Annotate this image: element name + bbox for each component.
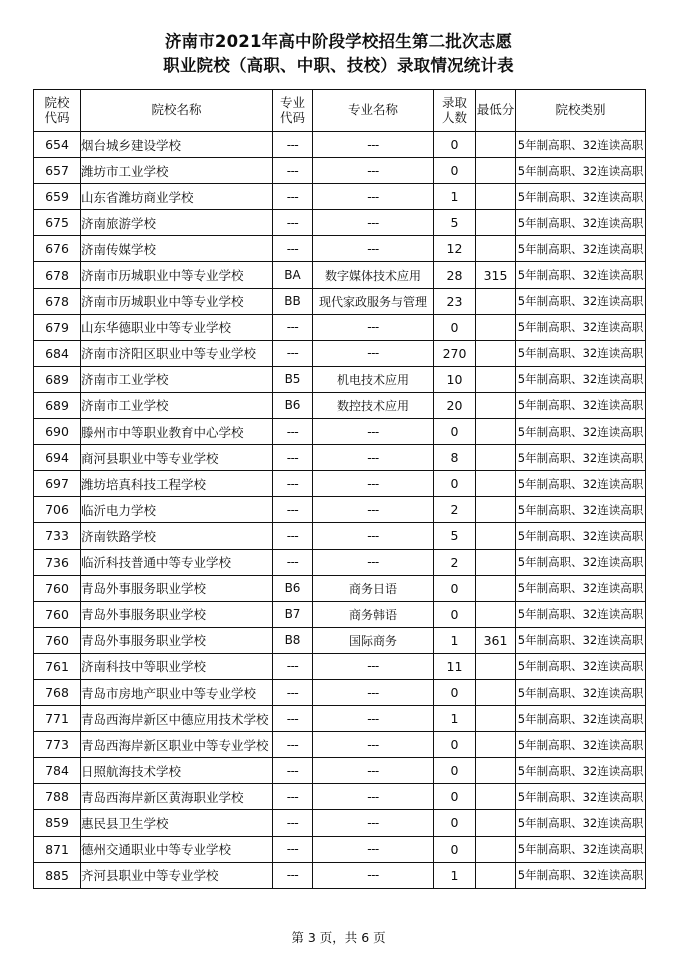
- cell-admitted-count: 0: [434, 784, 476, 810]
- cell-admitted-count: 28: [434, 262, 476, 288]
- cell-school-type: 5年制高职、32连读高职: [516, 523, 646, 549]
- empty-dash: ---: [286, 346, 299, 361]
- cell-school-type: 5年制高职、32连读高职: [516, 758, 646, 784]
- cell-major-code: [273, 549, 313, 575]
- cell-min-score: [476, 653, 516, 679]
- table-row: [34, 627, 646, 653]
- cell-major-code: [273, 706, 313, 732]
- table-header-row: [34, 90, 646, 132]
- cell-major-name: 商务日语: [313, 575, 434, 601]
- cell-school-type: 5年制高职、32连读高职: [516, 784, 646, 810]
- cell-school-code: 788: [34, 784, 81, 810]
- cell-school-type: 5年制高职、32连读高职: [516, 732, 646, 758]
- cell-min-score: 361: [476, 627, 516, 653]
- admission-statistics-table: [33, 89, 646, 889]
- cell-major-name: [313, 758, 434, 784]
- empty-dash: ---: [367, 815, 379, 830]
- empty-dash: ---: [367, 659, 379, 674]
- empty-dash: ---: [286, 424, 299, 439]
- cell-major-name: 现代家政服务与管理: [313, 288, 434, 314]
- cell-min-score: [476, 314, 516, 340]
- empty-dash: ---: [367, 789, 379, 804]
- cell-major-name: [313, 523, 434, 549]
- cell-admitted-count: 1: [434, 862, 476, 888]
- cell-min-score: [476, 288, 516, 314]
- table-row: [34, 784, 646, 810]
- empty-dash: ---: [367, 476, 379, 491]
- table-row: [34, 445, 646, 471]
- cell-school-type: 5年制高职、32连读高职: [516, 679, 646, 705]
- cell-school-code: 679: [34, 314, 81, 340]
- cell-school-type: 5年制高职、32连读高职: [516, 262, 646, 288]
- cell-min-score: [476, 184, 516, 210]
- cell-major-name: [313, 679, 434, 705]
- cell-min-score: [476, 392, 516, 418]
- cell-major-code: [273, 471, 313, 497]
- cell-school-name: 青岛西海岸新区黄海职业学校: [81, 784, 273, 810]
- cell-min-score: [476, 158, 516, 184]
- column-header-major-code-line1: 专业: [279, 95, 305, 111]
- empty-dash: ---: [286, 711, 299, 726]
- table-row: [34, 653, 646, 679]
- cell-major-name: [313, 497, 434, 523]
- column-header-major-code: [273, 90, 313, 132]
- cell-min-score: [476, 601, 516, 627]
- cell-school-type: 5年制高职、32连读高职: [516, 810, 646, 836]
- cell-major-name: [313, 340, 434, 366]
- empty-dash: ---: [286, 763, 299, 778]
- table-row: [34, 471, 646, 497]
- cell-school-type: 5年制高职、32连读高职: [516, 132, 646, 158]
- cell-school-code: 733: [34, 523, 81, 549]
- cell-min-score: [476, 471, 516, 497]
- cell-major-name: [313, 706, 434, 732]
- cell-major-code: B6: [273, 575, 313, 601]
- cell-school-name: 济南旅游学校: [81, 210, 273, 236]
- cell-school-name: 济南市历城职业中等专业学校: [81, 288, 273, 314]
- cell-school-type: 5年制高职、32连读高职: [516, 210, 646, 236]
- table-row: [34, 679, 646, 705]
- cell-major-code: [273, 497, 313, 523]
- column-header-major-name: 专业名称: [313, 90, 434, 132]
- cell-school-name: 济南铁路学校: [81, 523, 273, 549]
- cell-school-type: 5年制高职、32连读高职: [516, 236, 646, 262]
- column-header-major-code-line2: 代码: [279, 109, 305, 125]
- cell-admitted-count: 1: [434, 184, 476, 210]
- table-row: [34, 706, 646, 732]
- cell-major-code: [273, 132, 313, 158]
- cell-major-name: [313, 158, 434, 184]
- column-header-min-score: 最低分: [476, 90, 516, 132]
- cell-major-code: B6: [273, 392, 313, 418]
- cell-major-name: [313, 419, 434, 445]
- table-row: [34, 810, 646, 836]
- empty-dash: ---: [286, 189, 299, 204]
- cell-major-name: [313, 132, 434, 158]
- cell-school-type: 5年制高职、32连读高职: [516, 601, 646, 627]
- cell-school-name: 济南市济阳区职业中等专业学校: [81, 340, 273, 366]
- cell-admitted-count: 0: [434, 836, 476, 862]
- cell-school-name: 济南市工业学校: [81, 366, 273, 392]
- cell-school-type: 5年制高职、32连读高职: [516, 706, 646, 732]
- cell-school-type: 5年制高职、32连读高职: [516, 575, 646, 601]
- cell-school-name: 青岛西海岸新区中德应用技术学校: [81, 706, 273, 732]
- cell-major-code: B8: [273, 627, 313, 653]
- table-row: [34, 549, 646, 575]
- cell-major-name: [313, 471, 434, 497]
- cell-major-code: B7: [273, 601, 313, 627]
- empty-dash: ---: [367, 241, 379, 256]
- cell-admitted-count: 2: [434, 549, 476, 575]
- cell-major-name: [313, 549, 434, 575]
- cell-major-code: [273, 836, 313, 862]
- cell-min-score: [476, 836, 516, 862]
- cell-major-name: [313, 184, 434, 210]
- cell-school-code: 736: [34, 549, 81, 575]
- table-body: [34, 132, 646, 889]
- cell-school-type: 5年制高职、32连读高职: [516, 340, 646, 366]
- cell-school-code: 689: [34, 392, 81, 418]
- cell-school-code: 760: [34, 575, 81, 601]
- cell-school-name: 潍坊培真科技工程学校: [81, 471, 273, 497]
- cell-major-name: [313, 784, 434, 810]
- table-row: [34, 262, 646, 288]
- cell-min-score: [476, 679, 516, 705]
- cell-major-name: [313, 836, 434, 862]
- cell-min-score: [476, 419, 516, 445]
- cell-major-name: [313, 314, 434, 340]
- cell-major-code: [273, 210, 313, 236]
- empty-dash: ---: [367, 711, 379, 726]
- empty-dash: ---: [367, 189, 379, 204]
- cell-school-code: 690: [34, 419, 81, 445]
- cell-school-name: 临沂电力学校: [81, 497, 273, 523]
- cell-school-type: 5年制高职、32连读高职: [516, 445, 646, 471]
- cell-min-score: [476, 758, 516, 784]
- cell-major-name: 商务韩语: [313, 601, 434, 627]
- cell-major-code: BB: [273, 288, 313, 314]
- cell-school-name: 惠民县卫生学校: [81, 810, 273, 836]
- cell-admitted-count: 0: [434, 601, 476, 627]
- cell-min-score: [476, 132, 516, 158]
- cell-min-score: [476, 366, 516, 392]
- table-row: [34, 497, 646, 523]
- table-row: [34, 523, 646, 549]
- table-row: [34, 601, 646, 627]
- column-header-school-code-line2: 代码: [44, 109, 70, 125]
- cell-min-score: [476, 732, 516, 758]
- cell-school-name: 青岛外事服务职业学校: [81, 627, 273, 653]
- cell-major-name: [313, 236, 434, 262]
- cell-school-code: 678: [34, 288, 81, 314]
- cell-major-code: [273, 732, 313, 758]
- cell-major-name: [313, 210, 434, 236]
- table-row: [34, 132, 646, 158]
- cell-school-code: 871: [34, 836, 81, 862]
- cell-major-name: 数控技术应用: [313, 392, 434, 418]
- empty-dash: ---: [286, 450, 299, 465]
- cell-school-type: 5年制高职、32连读高职: [516, 836, 646, 862]
- cell-school-code: 697: [34, 471, 81, 497]
- cell-min-score: [476, 575, 516, 601]
- cell-min-score: [476, 236, 516, 262]
- page-footer: 第 3 页，共 6 页: [291, 930, 386, 945]
- table-row: [34, 288, 646, 314]
- column-header-school-type: 院校类别: [516, 90, 646, 132]
- cell-major-code: [273, 158, 313, 184]
- table-row: [34, 184, 646, 210]
- empty-dash: ---: [286, 737, 299, 752]
- cell-school-code: 694: [34, 445, 81, 471]
- cell-school-name: 滕州市中等职业教育中心学校: [81, 419, 273, 445]
- cell-school-name: 德州交通职业中等专业学校: [81, 836, 273, 862]
- empty-dash: ---: [367, 555, 379, 570]
- cell-school-type: 5年制高职、32连读高职: [516, 627, 646, 653]
- table-header: [34, 90, 646, 132]
- cell-school-code: 760: [34, 627, 81, 653]
- cell-admitted-count: 5: [434, 210, 476, 236]
- empty-dash: ---: [286, 241, 299, 256]
- cell-school-type: 5年制高职、32连读高职: [516, 471, 646, 497]
- cell-major-name: [313, 862, 434, 888]
- empty-dash: ---: [367, 450, 379, 465]
- cell-school-name: 临沂科技普通中等专业学校: [81, 549, 273, 575]
- cell-school-code: 784: [34, 758, 81, 784]
- empty-dash: ---: [367, 528, 379, 543]
- empty-dash: ---: [286, 320, 299, 335]
- empty-dash: ---: [367, 163, 379, 178]
- cell-school-code: 885: [34, 862, 81, 888]
- cell-admitted-count: 0: [434, 679, 476, 705]
- cell-admitted-count: 2: [434, 497, 476, 523]
- empty-dash: ---: [367, 737, 379, 752]
- cell-admitted-count: 0: [434, 810, 476, 836]
- table-row: [34, 419, 646, 445]
- empty-dash: ---: [286, 815, 299, 830]
- cell-admitted-count: 0: [434, 732, 476, 758]
- cell-major-code: [273, 236, 313, 262]
- cell-school-name: 齐河县职业中等专业学校: [81, 862, 273, 888]
- cell-school-code: 678: [34, 262, 81, 288]
- cell-school-name: 烟台城乡建设学校: [81, 132, 273, 158]
- empty-dash: ---: [367, 346, 379, 361]
- cell-major-code: [273, 419, 313, 445]
- table-row: [34, 366, 646, 392]
- cell-school-name: 青岛外事服务职业学校: [81, 601, 273, 627]
- cell-school-code: 689: [34, 366, 81, 392]
- cell-school-name: 济南市历城职业中等专业学校: [81, 262, 273, 288]
- column-header-school-code: [34, 90, 81, 132]
- empty-dash: ---: [286, 137, 299, 152]
- cell-major-code: [273, 340, 313, 366]
- cell-admitted-count: 10: [434, 366, 476, 392]
- empty-dash: ---: [367, 320, 379, 335]
- empty-dash: ---: [367, 424, 379, 439]
- cell-min-score: [476, 210, 516, 236]
- cell-major-name: [313, 732, 434, 758]
- cell-admitted-count: 20: [434, 392, 476, 418]
- table-row: [34, 862, 646, 888]
- cell-min-score: [476, 862, 516, 888]
- empty-dash: ---: [286, 868, 299, 883]
- cell-school-name: 青岛市房地产职业中等专业学校: [81, 679, 273, 705]
- cell-major-code: [273, 314, 313, 340]
- cell-major-code: [273, 679, 313, 705]
- cell-admitted-count: 0: [434, 758, 476, 784]
- cell-school-code: 771: [34, 706, 81, 732]
- empty-dash: ---: [367, 763, 379, 778]
- cell-admitted-count: 11: [434, 653, 476, 679]
- empty-dash: ---: [286, 555, 299, 570]
- empty-dash: ---: [367, 685, 379, 700]
- cell-major-name: 国际商务: [313, 627, 434, 653]
- table-row: [34, 210, 646, 236]
- cell-school-code: 676: [34, 236, 81, 262]
- empty-dash: ---: [367, 215, 379, 230]
- empty-dash: ---: [367, 502, 379, 517]
- cell-school-code: 657: [34, 158, 81, 184]
- cell-school-type: 5年制高职、32连读高职: [516, 419, 646, 445]
- empty-dash: ---: [286, 789, 299, 804]
- cell-major-code: BA: [273, 262, 313, 288]
- cell-school-name: 山东省潍坊商业学校: [81, 184, 273, 210]
- cell-min-score: [476, 549, 516, 575]
- cell-school-name: 济南市工业学校: [81, 392, 273, 418]
- table-row: [34, 392, 646, 418]
- cell-admitted-count: 270: [434, 340, 476, 366]
- cell-school-type: 5年制高职、32连读高职: [516, 392, 646, 418]
- empty-dash: ---: [286, 685, 299, 700]
- cell-school-name: 日照航海技术学校: [81, 758, 273, 784]
- cell-major-name: [313, 445, 434, 471]
- empty-dash: ---: [286, 476, 299, 491]
- empty-dash: ---: [286, 502, 299, 517]
- cell-school-code: 768: [34, 679, 81, 705]
- cell-school-code: 706: [34, 497, 81, 523]
- cell-major-code: [273, 810, 313, 836]
- page-title: [0, 0, 677, 78]
- table-row: [34, 836, 646, 862]
- column-header-admitted-count-line1: 录取: [441, 95, 467, 111]
- cell-school-code: 675: [34, 210, 81, 236]
- cell-school-type: 5年制高职、32连读高职: [516, 314, 646, 340]
- title-line-2: 职业院校（高职、中职、技校）录取情况统计表: [163, 55, 514, 75]
- column-header-school-name: 院校名称: [81, 90, 273, 132]
- cell-school-type: 5年制高职、32连读高职: [516, 653, 646, 679]
- cell-admitted-count: 0: [434, 575, 476, 601]
- cell-min-score: 315: [476, 262, 516, 288]
- table-row: [34, 340, 646, 366]
- cell-min-score: [476, 706, 516, 732]
- cell-school-name: 青岛外事服务职业学校: [81, 575, 273, 601]
- cell-school-type: 5年制高职、32连读高职: [516, 549, 646, 575]
- empty-dash: ---: [286, 528, 299, 543]
- table-row: [34, 314, 646, 340]
- cell-admitted-count: 12: [434, 236, 476, 262]
- cell-admitted-count: 8: [434, 445, 476, 471]
- cell-school-type: 5年制高职、32连读高职: [516, 288, 646, 314]
- admission-table-container: [33, 89, 645, 889]
- empty-dash: ---: [286, 215, 299, 230]
- cell-school-code: 773: [34, 732, 81, 758]
- cell-admitted-count: 0: [434, 314, 476, 340]
- cell-admitted-count: 1: [434, 706, 476, 732]
- cell-school-code: 654: [34, 132, 81, 158]
- cell-school-code: 761: [34, 653, 81, 679]
- cell-major-code: [273, 653, 313, 679]
- cell-major-code: [273, 784, 313, 810]
- cell-school-name: 潍坊市工业学校: [81, 158, 273, 184]
- cell-school-name: 青岛西海岸新区职业中等专业学校: [81, 732, 273, 758]
- column-header-admitted-count-line2: 人数: [441, 109, 467, 125]
- empty-dash: ---: [367, 868, 379, 883]
- cell-admitted-count: 0: [434, 132, 476, 158]
- cell-major-name: 机电技术应用: [313, 366, 434, 392]
- table-row: [34, 732, 646, 758]
- cell-min-score: [476, 497, 516, 523]
- empty-dash: ---: [367, 842, 379, 857]
- column-header-admitted-count: [434, 90, 476, 132]
- cell-min-score: [476, 523, 516, 549]
- table-row: [34, 158, 646, 184]
- empty-dash: ---: [286, 659, 299, 674]
- cell-admitted-count: 0: [434, 419, 476, 445]
- cell-school-code: 684: [34, 340, 81, 366]
- cell-min-score: [476, 784, 516, 810]
- cell-major-code: [273, 758, 313, 784]
- empty-dash: ---: [286, 842, 299, 857]
- table-row: [34, 758, 646, 784]
- cell-major-code: B5: [273, 366, 313, 392]
- cell-admitted-count: 1: [434, 627, 476, 653]
- cell-min-score: [476, 340, 516, 366]
- cell-school-code: 760: [34, 601, 81, 627]
- column-header-school-code-line1: 院校: [44, 95, 70, 111]
- empty-dash: ---: [367, 137, 379, 152]
- cell-school-type: 5年制高职、32连读高职: [516, 184, 646, 210]
- cell-major-name: [313, 810, 434, 836]
- cell-min-score: [476, 445, 516, 471]
- table-row: [34, 236, 646, 262]
- table-row: [34, 575, 646, 601]
- cell-school-code: 859: [34, 810, 81, 836]
- cell-school-name: 济南科技中等职业学校: [81, 653, 273, 679]
- cell-major-code: [273, 523, 313, 549]
- cell-admitted-count: 0: [434, 471, 476, 497]
- cell-min-score: [476, 810, 516, 836]
- cell-major-name: [313, 653, 434, 679]
- cell-admitted-count: 5: [434, 523, 476, 549]
- cell-school-type: 5年制高职、32连读高职: [516, 862, 646, 888]
- cell-major-name: 数字媒体技术应用: [313, 262, 434, 288]
- cell-school-type: 5年制高职、32连读高职: [516, 497, 646, 523]
- empty-dash: ---: [286, 163, 299, 178]
- cell-school-name: 山东华德职业中等专业学校: [81, 314, 273, 340]
- cell-school-type: 5年制高职、32连读高职: [516, 158, 646, 184]
- cell-admitted-count: 0: [434, 158, 476, 184]
- cell-school-code: 659: [34, 184, 81, 210]
- title-line-1: 济南市2021年高中阶段学校招生第二批次志愿: [164, 32, 513, 51]
- cell-major-code: [273, 184, 313, 210]
- cell-school-type: 5年制高职、32连读高职: [516, 366, 646, 392]
- cell-school-name: 商河县职业中等专业学校: [81, 445, 273, 471]
- cell-major-code: [273, 862, 313, 888]
- cell-school-name: 济南传媒学校: [81, 236, 273, 262]
- cell-major-code: [273, 445, 313, 471]
- cell-admitted-count: 23: [434, 288, 476, 314]
